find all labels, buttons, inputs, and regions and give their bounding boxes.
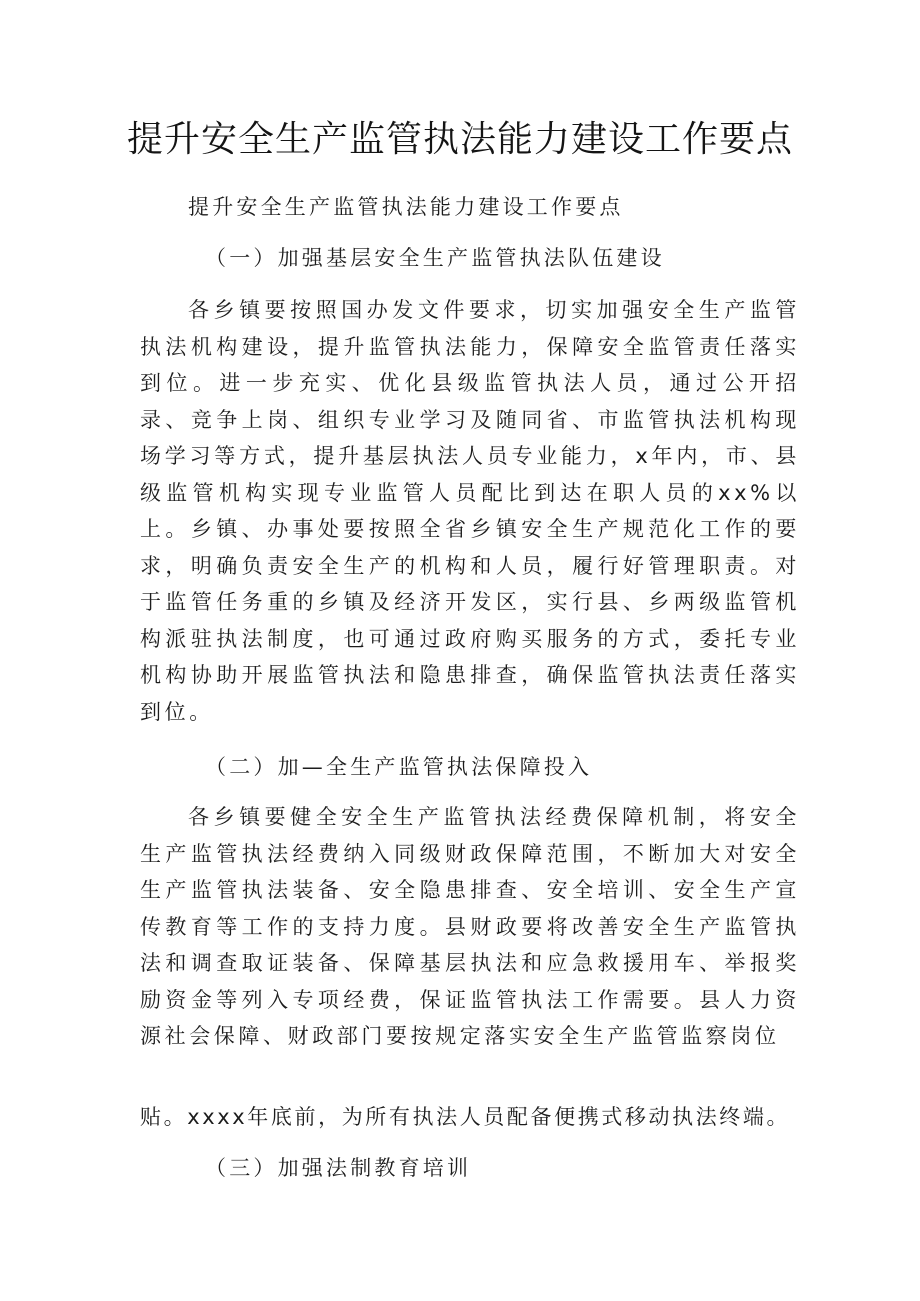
section-heading-3: （三）加强法制教育培训	[205, 1156, 472, 1180]
section-heading-1: （一）加强基层安全生产监管执法队伍建设	[205, 246, 665, 270]
document-subtitle: 提升安全生产监管执法能力建设工作要点	[188, 195, 624, 219]
section-body-2: 各乡镇要健全安全生产监管执法经费保障机制，将安全生产监管执法经费纳入同级财政保障范围，不断加大对安全生产监管执法装备、安全隐患排查、安全培训、安全生产宣传教育等工作的支持力度。县财政要将改善安全生产监管执法和调查取证装备、保障基层执法和应急救援用车、举报奖励资金等列入专项经费，保证监管执法工作需要。县人力资源社会保障、财政部门要按规定落实安全生产监管监察岗位	[140, 805, 800, 1048]
section-body-1: 各乡镇要按照国办发文件要求，切实加强安全生产监管执法机构建设，提升监管执法能力，保障安全监管责任落实到位。进一步充实、优化县级监管执法人员，通过公开招录、竞争上岗、组织专业学习及随同省、市监管执法机构现场学习等方式，提升基层执法人员专业能力，x年内，市、县级监管机构实现专业监管人员配比到达在职人员的xx%以上。乡镇、办事处要按照全省乡镇安全生产规范化工作的要求，明确负责安全生产的机构和人员，履行好管理职责。对于监管任务重的乡镇及经济开发区，实行县、乡两级监管机构派驻执法制度，也可通过政府购买服务的方式，委托专业机构协助开展监管执法和隐患排查，确保监管执法责任落实到位。	[140, 298, 800, 724]
section-body-2-continuation: 贴。xxxx年底前，为所有执法人员配备便携式移动执法终端。	[140, 1105, 791, 1129]
document-title: 提升安全生产监管执法能力建设工作要点	[126, 119, 793, 160]
section-heading-2: （二）加—全生产监管执法保障投入	[205, 755, 593, 779]
